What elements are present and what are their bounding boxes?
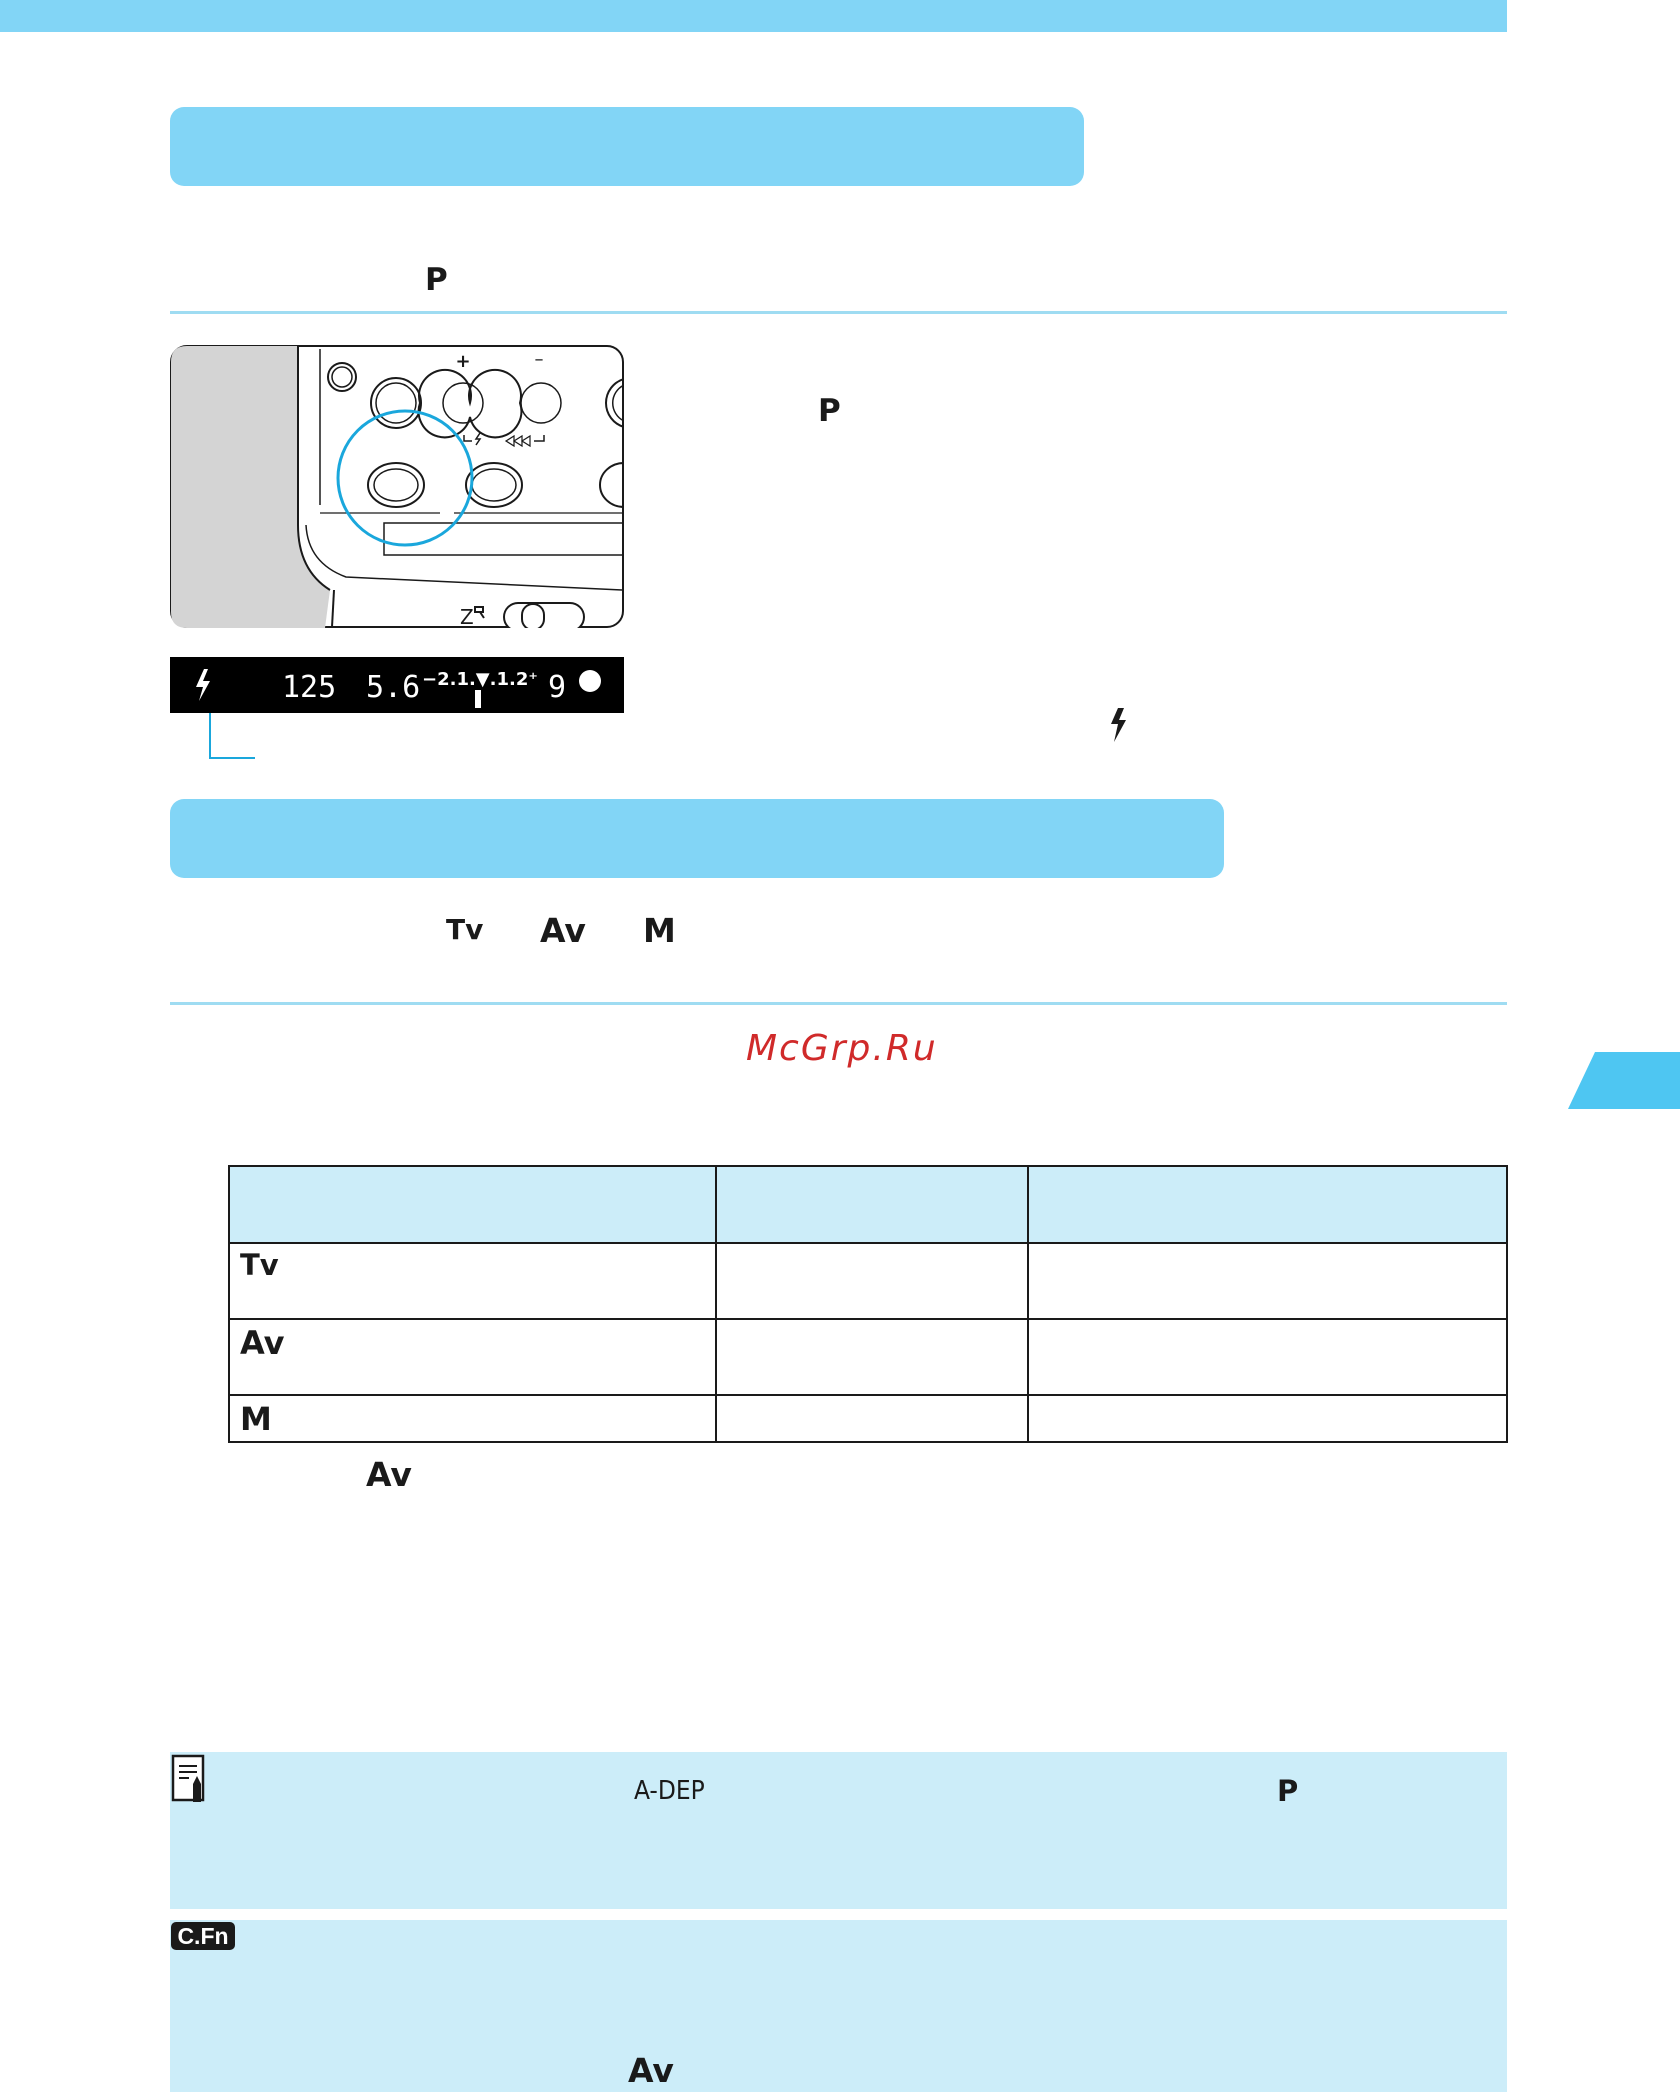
section-divider-2 — [170, 1002, 1507, 1005]
flash-mode-table — [228, 1165, 1508, 1443]
table-cell — [716, 1395, 1028, 1442]
callout-line-vertical — [209, 713, 211, 759]
table-cell — [1028, 1395, 1507, 1442]
table-cell-mode: Tv — [229, 1243, 716, 1319]
mode-tv-label: Tv — [446, 913, 484, 946]
table-header-cell — [716, 1166, 1028, 1243]
note-mode-p-label: P — [1277, 1774, 1299, 1808]
flash-icon-inline — [1108, 708, 1130, 742]
table-cell-mode: Av — [229, 1319, 716, 1395]
top-color-bar — [0, 0, 1507, 32]
camera-minus-label: – — [534, 349, 544, 370]
cfn-mode-av-label: Av — [628, 2051, 674, 2090]
section-header-band-1 — [170, 107, 1084, 186]
mode-p-label-step: P — [818, 393, 841, 429]
table-header-cell — [229, 1166, 716, 1243]
cfn-badge: C.Fn — [171, 1922, 235, 1950]
lcd-aperture-value: 5.6 — [366, 670, 421, 705]
mode-av-label-footnote: Av — [366, 1455, 412, 1494]
table-header-row — [229, 1166, 1507, 1243]
camera-top-panel-illustration — [170, 345, 624, 628]
camera-plus-label: + — [455, 351, 471, 372]
table-cell — [1028, 1319, 1507, 1395]
lcd-exposure-scale: −2.1.▼.1.2⁺ — [422, 669, 538, 690]
table-row — [229, 1243, 1507, 1319]
adep-mode-label: A-DEP — [634, 1776, 705, 1806]
section-header-band-2 — [170, 799, 1224, 878]
lcd-panel — [170, 657, 624, 713]
section-divider-1 — [170, 311, 1507, 314]
lcd-shutter-value: 125 — [282, 670, 337, 705]
chapter-side-tab — [1568, 1052, 1680, 1109]
note-box — [170, 1752, 1507, 1909]
mode-m-label: M — [643, 911, 676, 950]
watermark: McGrp.Ru — [746, 1028, 938, 1069]
table-header-cell — [1028, 1166, 1507, 1243]
focus-confirm-dot — [579, 670, 601, 692]
table-cell-mode: M — [229, 1395, 716, 1442]
table-cell — [716, 1319, 1028, 1395]
mode-p-label: P — [425, 262, 448, 298]
custom-function-box — [170, 1920, 1507, 2092]
table-row — [229, 1395, 1507, 1442]
table-cell — [716, 1243, 1028, 1319]
lcd-frame-count: 9 — [548, 670, 567, 705]
table-row — [229, 1319, 1507, 1395]
memo-icon — [171, 1754, 209, 1806]
table-cell — [1028, 1243, 1507, 1319]
svg-text:Z: Z — [460, 605, 474, 628]
callout-line-horizontal — [209, 757, 255, 759]
mode-av-label: Av — [540, 911, 586, 950]
